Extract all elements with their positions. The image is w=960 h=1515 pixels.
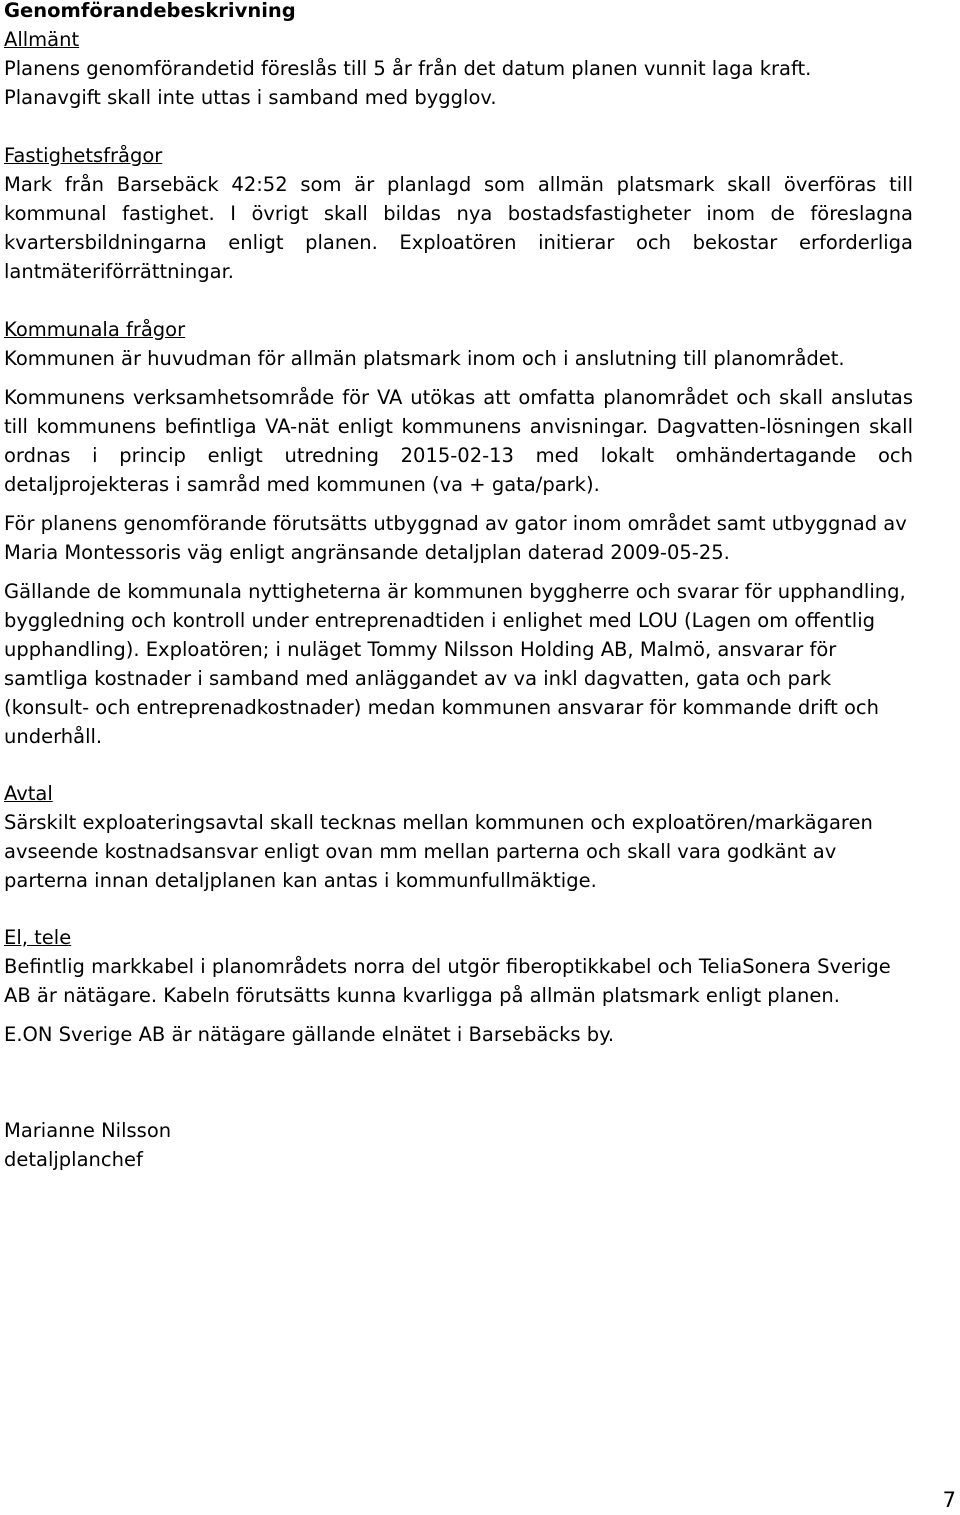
section-heading-fastighetsfragor: Fastighetsfrågor [4,144,163,167]
section-heading-avtal: Avtal [4,782,53,805]
spacer [4,567,913,577]
section-heading-el-tele: El, tele [4,926,72,949]
spacer [4,895,913,923]
signature-role: detaljplanchef [4,1148,143,1171]
spacer [4,1049,913,1116]
kommunala-paragraph-4: Gällande de kommunala nyttigheterna är kommunen byggherre och svarar för upphandling, byggledning och kontroll under entreprenadtiden i enlighet med LOU (Lagen om offentlig upphandling). Exploatören; i nuläget Tommy Nilsson Holding AB, Malmö, ansvarar för samtliga kostnader i samband med anläggandet av va inkl dagvatten, gata och park (konsult- och entreprenadkostnader) medan kommunen ansvarar för kommande drift och underhåll. [4,580,906,748]
el-tele-paragraph-1: Befintlig markkabel i planområdets norra del utgör fiberoptikkabel och TeliaSonera Sverige AB är nätägare. Kabeln förutsätts kunna kvarligga på allmän platsmark enligt planen. [4,955,891,1007]
spacer [4,373,913,383]
kommunala-paragraph-1: Kommunen är huvudman för allmän platsmark inom och i anslutning till planområdet. [4,347,845,370]
spacer [4,1010,913,1020]
document-page [4,0,913,1174]
kommunala-paragraph-2: Kommunens verksamhetsområde för VA utökas att omfatta planområdet och skall anslutas till kommunens befintliga VA-nät enligt kommunens anvisningar. Dagvatten-lösningen skall ordnas i princip enligt utredning 2015-02-13 med lokalt omhändertagande och detaljprojekteras i samråd med kommunen (va + gata/park). [4,386,913,496]
spacer [4,112,913,141]
page-number: 7 [942,1488,956,1512]
spacer [4,286,913,315]
spacer [4,751,913,779]
spacer [4,499,913,509]
signature-name: Marianne Nilsson [4,1119,172,1142]
section-heading-kommunala-fragor: Kommunala frågor [4,318,186,341]
avtal-paragraph: Särskilt exploateringsavtal skall tecknas mellan kommunen och exploatören/markägaren avseende kostnadsansvar enligt ovan mm mellan parterna och skall vara godkänt av parterna innan detaljplanen kan antas i kommunfullmäktige. [4,811,873,892]
el-tele-paragraph-2: E.ON Sverige AB är nätägare gällande elnätet i Barsebäcks by. [4,1023,615,1046]
allmant-line-1: Planens genomförandetid föreslås till 5 år från det datum planen vunnit laga kraft. [4,57,812,80]
allmant-line-2: Planavgift skall inte uttas i samband med bygglov. [4,86,497,109]
document-title: Genomförandebeskrivning [4,0,296,22]
kommunala-paragraph-3: För planens genomförande förutsätts utbyggnad av gator inom området samt utbyggnad av Maria Montessoris väg enligt angränsande detaljplan daterad 2009-05-25. [4,512,907,564]
section-heading-allmant: Allmänt [4,28,80,51]
fastighet-paragraph: Mark från Barsebäck 42:52 som är planlagd som allmän platsmark skall överföras till kommunal fastighet. I övrigt skall bildas nya bostadsfastigheter inom de föreslagna kvartersbildningarna enligt planen. Exploatören initierar och bekostar erforderliga lantmäteriförrättningar. [4,173,913,283]
